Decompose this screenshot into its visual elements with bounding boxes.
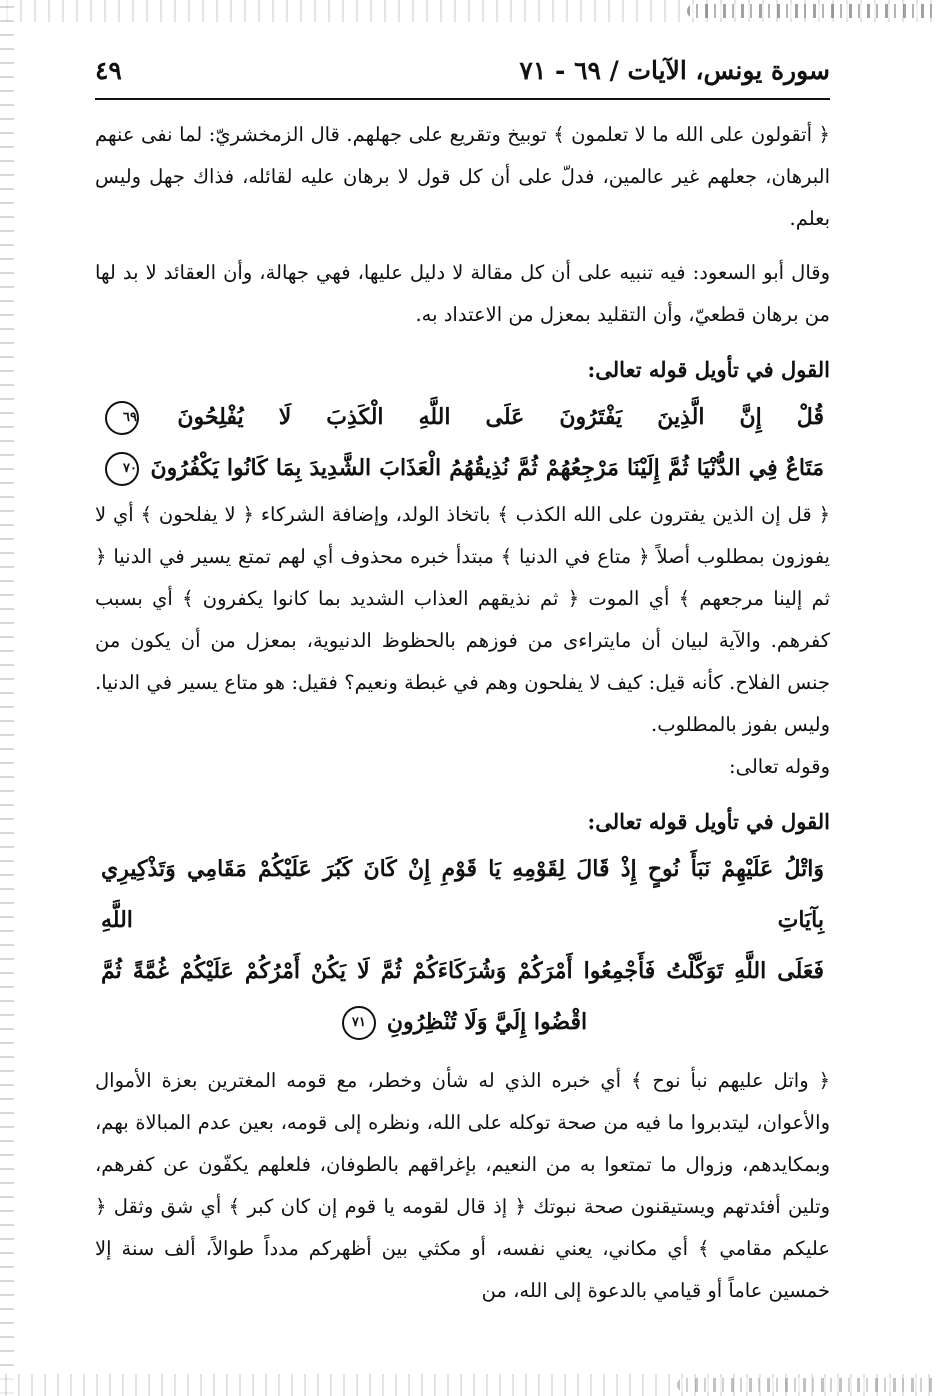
verse-69-text: قُلْ إِنَّ الَّذِينَ يَفْتَرُونَ عَلَى اللَّهِ الْكَذِبَ لَا يُفْلِحُونَ — [177, 404, 824, 430]
ayah-number-70: ٧٠ — [105, 452, 139, 486]
verse-line-71a — [95, 844, 830, 946]
ornament-bottom — [677, 1378, 937, 1392]
paragraph-zamakhshari: ﴿ أتقولون على الله ما لا تعلمون ﴾ توبيخ وتقريع على جهلهم. قال الزمخشريّ: لما نفى عنهم البرهان، جعلهم غير عالمين، فدلّ على أن كل قول لا برهان عليه لقائله، فذاك جهل وليس بعلم. — [95, 123, 830, 230]
verse-line-71c — [95, 997, 830, 1048]
ayah-number-69: ٦٩ — [105, 401, 139, 435]
verse-71-text-c: اقْضُوا إِلَيَّ وَلَا تُنْظِرُونِ — [386, 1009, 588, 1035]
verse-71-text-a: وَاتْلُ عَلَيْهِمْ نَبَأَ نُوحٍ إِذْ قَالَ لِقَوْمِهِ يَا قَوْمِ إِنْ كَانَ كَبُرَ عَلَيْكُمْ مَقَامِي وَتَذْكِيرِي بِآيَاتِ اللَّهِ — [101, 856, 824, 933]
verse-line-70 — [95, 443, 830, 494]
book-page — [95, 50, 830, 1312]
paragraph-qawluhu: وقوله تعالى: — [729, 755, 830, 778]
verse-70-text: مَتَاعٌ فِي الدُّنْيَا ثُمَّ إِلَيْنَا مَرْجِعُهُمْ ثُمَّ نُذِيقُهُمُ الْعَذَابَ الشَّدِيدَ بِمَا كَانُوا يَكْفُرُونَ — [150, 455, 824, 481]
section-heading-2: القول في تأويل قوله تعالى: — [587, 809, 830, 834]
page-header — [95, 50, 830, 100]
paragraph-tafsir-71: ﴿ واتل عليهم نبأ نوح ﴾ أي خبره الذي له شأن وخطر، مع قومه المغترين بعزة الأموال والأعوان، ليتدبروا ما فيه من صحة توكله على الله، ونظره إلى قومه، بعين عدم المبالاة بهم، وبمكايدهم، وزوال ما تمتعوا به من النعيم، بإغراقهم بالطوفان، فلعلهم يكفّون عن كفرهم، وتلين أفئدتهم ويستيقنون صحة نبوتك ﴿ إذ قال لقومه يا قوم إن كان كبر ﴾ أي شق وثقل ﴿ عليكم مقامي ﴾ أي مكاني، يعني نفسه، أو مكثي بين أظهركم مدداً طوالاً، ألف سنة إلا خمسين عاماً أو قيامي بالدعوة إلى الله، من — [95, 1069, 830, 1302]
ornament-top — [687, 4, 937, 18]
paragraph-tafsir-69-70: ﴿ قل إن الذين يفترون على الله الكذب ﴾ باتخاذ الولد، وإضافة الشركاء ﴿ لا يفلحون ﴾ أي لا يفوزون بمطلوب أصلاً ﴿ متاع في الدنيا ﴾ مبتدأ خبره محذوف أي لهم تمتع يسير في الدنيا ﴿ ثم إلينا مرجعهم ﴾ أي الموت ﴿ ثم نذيقهم العذاب الشديد بما كانوا يكفرون ﴾ أي بسبب كفرهم. والآية لبيان أن مايتراءى من فوزهم بالحظوظ الدنيوية، بمعزل من أن يكون من جنس الفلاح. كأنه قيل: كيف لا يفلحون وهم في غبطة ونعيم؟ فقيل: هو متاع يسير في الدنيا. وليس بفوز بالمطلوب. — [95, 503, 830, 736]
page-number: ٤٩ — [95, 56, 122, 85]
surah-title: سورة يونس، الآيات / ٦٩ - ٧١ — [519, 56, 830, 85]
ayah-number-71: ٧١ — [342, 1006, 376, 1040]
verse-71-text-b: فَعَلَى اللَّهِ تَوَكَّلْتُ فَأَجْمِعُوا أَمْرَكُمْ وَشُرَكَاءَكُمْ ثُمَّ لَا يَكُنْ أَمْرُكُمْ عَلَيْكُمْ غُمَّةً ثُمَّ — [101, 958, 824, 984]
verse-line-69 — [95, 392, 830, 443]
page-border-left — [0, 0, 14, 1396]
verse-line-71b — [95, 946, 830, 997]
section-heading-1: القول في تأويل قوله تعالى: — [587, 357, 830, 382]
paragraph-abu-saud: وقال أبو السعود: فيه تنبيه على أن كل مقالة لا دليل عليها، فهي جهالة، وأن العقائد لا بد لها من برهان قطعيّ، وأن التقليد بمعزل من الاعتداد به. — [95, 261, 830, 326]
